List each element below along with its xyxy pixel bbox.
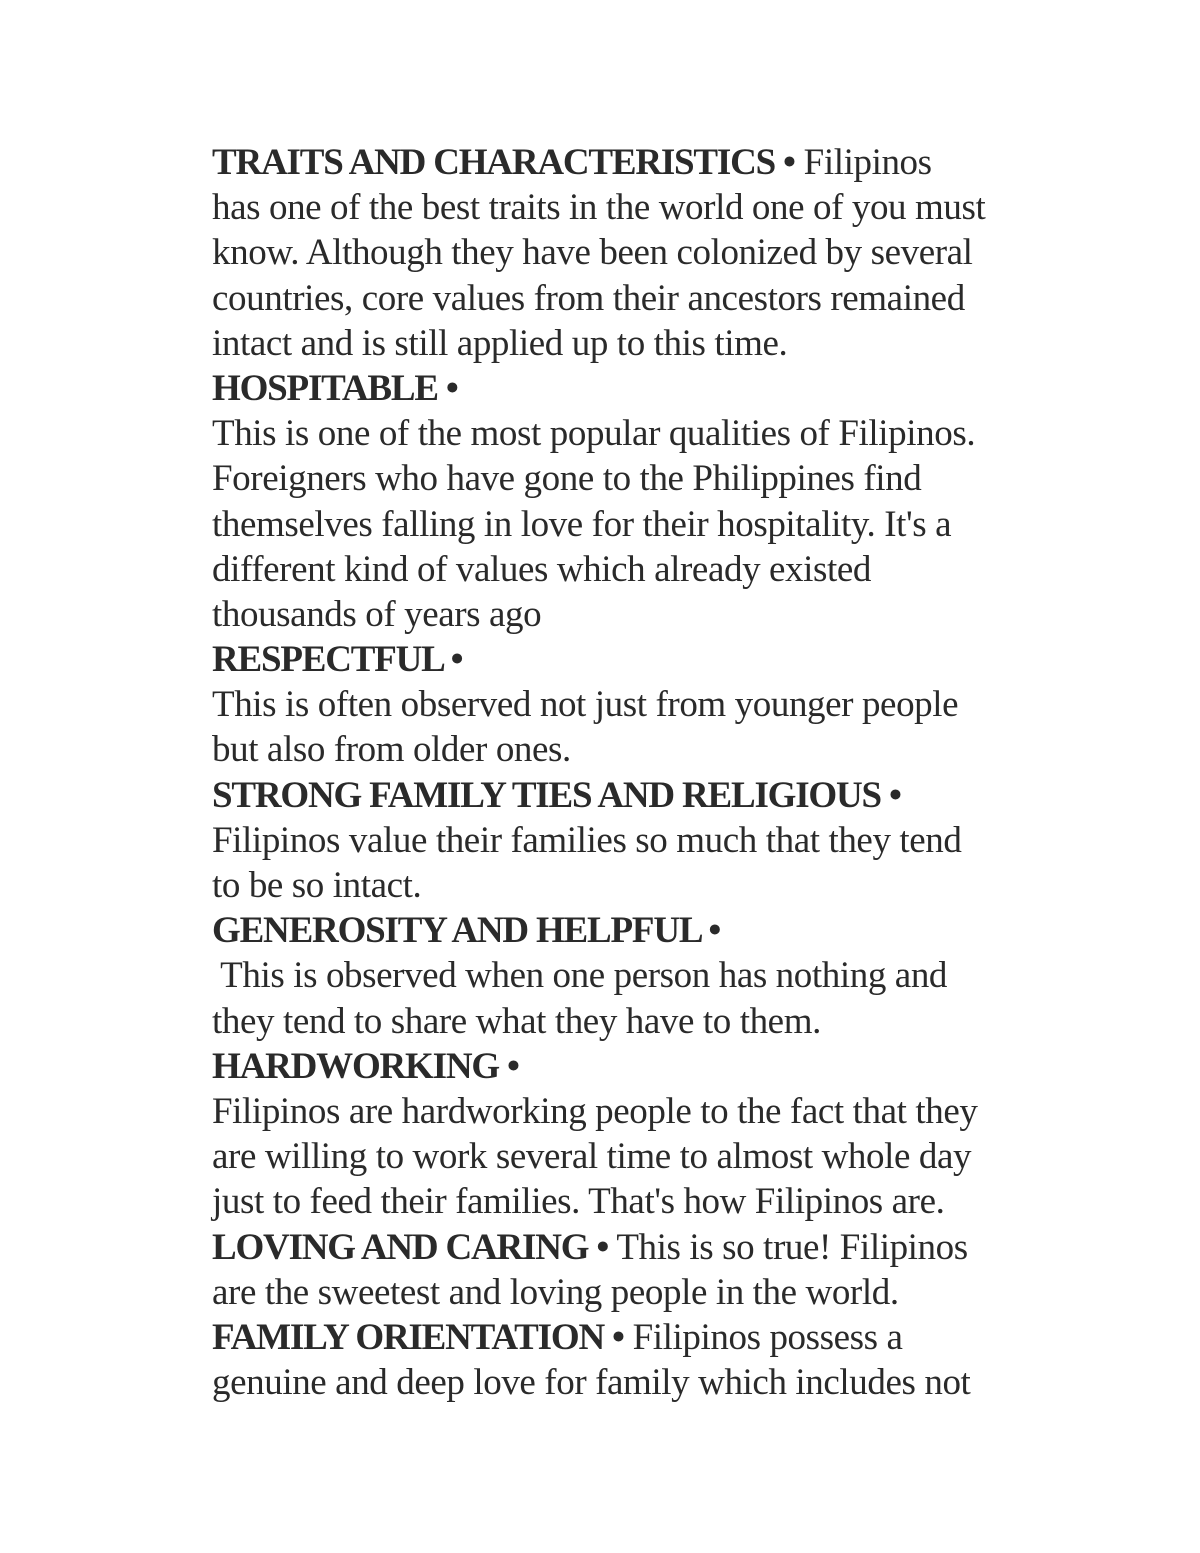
text-line xyxy=(212,908,1082,953)
section-heading: RESPECTFUL • xyxy=(212,639,463,681)
section-heading: LOVING AND CARING • xyxy=(212,1226,609,1268)
text-line xyxy=(212,276,1082,321)
body-text: just to feed their families. That's how Filipinos are. xyxy=(212,1181,945,1223)
text-line xyxy=(212,230,1082,275)
text-line xyxy=(212,999,1082,1044)
text-line xyxy=(212,140,1082,185)
body-text: This is so true! Filipinos xyxy=(608,1226,968,1268)
body-text: Filipinos xyxy=(794,142,932,183)
text-line xyxy=(212,818,1082,863)
text-line xyxy=(212,1360,1082,1405)
body-text: know. Although they have been colonized by several xyxy=(212,232,973,274)
text-line xyxy=(212,1270,1082,1315)
body-text: they tend to share what they have to them. xyxy=(212,1000,821,1042)
text-line xyxy=(212,953,1082,998)
body-text: but also from older ones. xyxy=(212,729,571,771)
body-text: Filipinos possess a xyxy=(623,1316,903,1358)
text-line xyxy=(212,592,1082,637)
text-line xyxy=(212,1225,1082,1270)
body-text: countries, core values from their ancestors remained xyxy=(212,277,965,319)
text-line xyxy=(212,1044,1082,1089)
text-line xyxy=(212,773,1082,818)
body-text: Foreigners who have gone to the Philippines find xyxy=(212,458,922,500)
body-text: themselves falling in love for their hospitality. It's a xyxy=(212,503,952,545)
text-line xyxy=(212,321,1082,366)
body-text: thousands of years ago xyxy=(212,593,542,635)
text-line xyxy=(212,1089,1082,1134)
body-text: intact and is still applied up to this time. xyxy=(212,322,788,364)
text-line xyxy=(212,411,1082,456)
body-text: Filipinos are hardworking people to the fact that they xyxy=(212,1090,978,1132)
text-line xyxy=(212,863,1082,908)
section-heading: HARDWORKING • xyxy=(212,1045,519,1087)
section-heading: GENEROSITY AND HELPFUL • xyxy=(212,910,721,952)
section-heading: FAMILY ORIENTATION • xyxy=(212,1316,624,1358)
section-heading: HOSPITABLE • xyxy=(212,367,458,409)
text-line xyxy=(212,727,1082,772)
body-text: has one of the best traits in the world one of you must xyxy=(212,187,986,229)
text-line xyxy=(212,1315,1082,1360)
section-heading: TRAITS AND CHARACTERISTICS • xyxy=(212,142,795,183)
text-line xyxy=(212,456,1082,501)
document-body xyxy=(212,140,1082,1405)
body-text: to be so intact. xyxy=(212,865,422,906)
body-text: are willing to work several time to almost whole day xyxy=(212,1136,972,1178)
text-line xyxy=(212,637,1082,682)
body-text: genuine and deep love for family which includes not xyxy=(212,1362,971,1404)
text-line xyxy=(212,366,1082,411)
text-line xyxy=(212,547,1082,592)
body-text: different kind of values which already existed xyxy=(212,548,872,590)
body-text: This is observed when one person has nothing and xyxy=(212,955,948,997)
section-heading: STRONG FAMILY TIES AND RELIGIOUS • xyxy=(212,774,901,816)
body-text: Filipinos value their families so much that they tend xyxy=(212,819,962,861)
text-line xyxy=(212,185,1082,230)
body-text: This is often observed not just from younger people xyxy=(212,684,959,726)
text-line xyxy=(212,1179,1082,1224)
text-line xyxy=(212,1134,1082,1179)
text-line xyxy=(212,682,1082,727)
body-text: are the sweetest and loving people in the world. xyxy=(212,1271,899,1313)
text-line xyxy=(212,502,1082,547)
body-text: This is one of the most popular qualities of Filipinos. xyxy=(212,413,976,455)
